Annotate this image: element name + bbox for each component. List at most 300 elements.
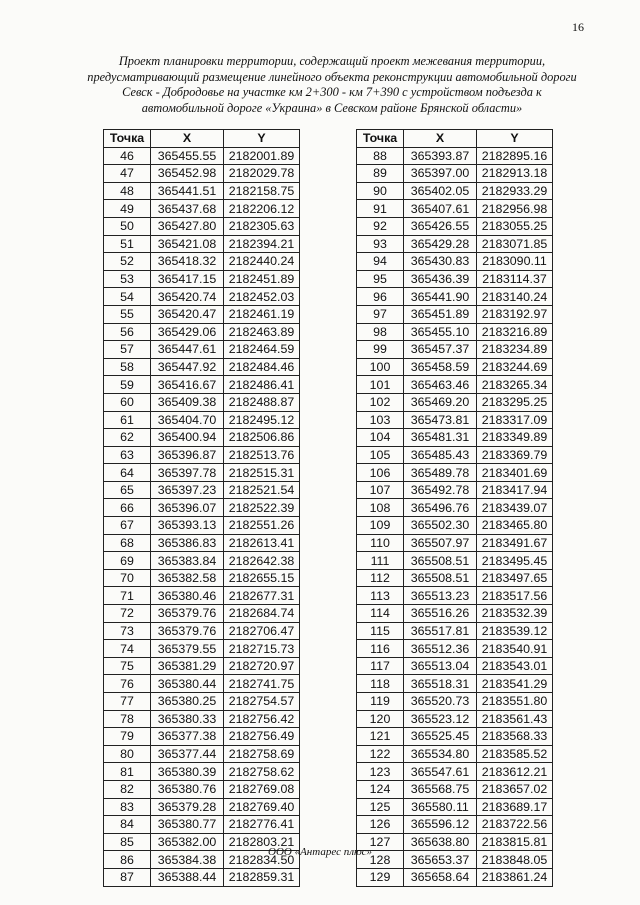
- cell-y: 2182776.41: [224, 816, 300, 834]
- cell-point: 107: [357, 481, 404, 499]
- table-row: [357, 693, 553, 711]
- cell-x: 365380.33: [151, 710, 224, 728]
- cell-point: 105: [357, 446, 404, 464]
- table-row: [104, 446, 300, 464]
- table-row: [357, 253, 553, 271]
- cell-y: 2182859.31: [224, 868, 300, 886]
- cell-y: 2183055.25: [477, 217, 553, 235]
- cell-x: 365429.06: [151, 323, 224, 341]
- cell-point: 71: [104, 587, 151, 605]
- cell-y: 2182305.63: [224, 217, 300, 235]
- table-row: [104, 745, 300, 763]
- cell-point: 61: [104, 411, 151, 429]
- table-row: [104, 552, 300, 570]
- column-header-y: Y: [224, 130, 300, 148]
- cell-y: 2182720.97: [224, 657, 300, 675]
- cell-y: 2182513.76: [224, 446, 300, 464]
- cell-point: 66: [104, 499, 151, 517]
- cell-x: 365463.46: [404, 376, 477, 394]
- cell-point: 75: [104, 657, 151, 675]
- table-row: [357, 464, 553, 482]
- cell-x: 365402.05: [404, 182, 477, 200]
- cell-y: 2182895.16: [477, 147, 553, 165]
- cell-y: 2182758.62: [224, 763, 300, 781]
- cell-y: 2183551.80: [477, 693, 553, 711]
- cell-y: 2182464.59: [224, 341, 300, 359]
- cell-point: 112: [357, 569, 404, 587]
- cell-point: 70: [104, 569, 151, 587]
- cell-y: 2182451.89: [224, 270, 300, 288]
- cell-point: 58: [104, 358, 151, 376]
- coordinates-table-left: [103, 129, 300, 887]
- cell-x: 365397.00: [404, 165, 477, 183]
- table-row: [357, 411, 553, 429]
- cell-x: 365452.98: [151, 165, 224, 183]
- table-row: [357, 587, 553, 605]
- cell-x: 365421.08: [151, 235, 224, 253]
- cell-point: 69: [104, 552, 151, 570]
- table-row: [104, 341, 300, 359]
- cell-point: 100: [357, 358, 404, 376]
- cell-x: 365397.23: [151, 481, 224, 499]
- table-header-row: [357, 130, 553, 148]
- cell-y: 2183401.69: [477, 464, 553, 482]
- cell-y: 2182756.42: [224, 710, 300, 728]
- table-row: [357, 657, 553, 675]
- cell-x: 365388.44: [151, 868, 224, 886]
- cell-x: 365523.12: [404, 710, 477, 728]
- table-row: [357, 517, 553, 535]
- cell-point: 126: [357, 816, 404, 834]
- cell-point: 96: [357, 288, 404, 306]
- cell-x: 365379.76: [151, 605, 224, 623]
- table-row: [104, 534, 300, 552]
- table-row: [104, 816, 300, 834]
- cell-y: 2183244.69: [477, 358, 553, 376]
- cell-x: 365380.77: [151, 816, 224, 834]
- cell-x: 365383.84: [151, 552, 224, 570]
- cell-y: 2183722.56: [477, 816, 553, 834]
- cell-point: 87: [104, 868, 151, 886]
- table-row: [357, 165, 553, 183]
- cell-x: 365457.37: [404, 341, 477, 359]
- cell-y: 2183192.97: [477, 305, 553, 323]
- table-row: [104, 165, 300, 183]
- cell-x: 365534.80: [404, 745, 477, 763]
- table-row: [357, 217, 553, 235]
- table-row: [357, 376, 553, 394]
- table-row: [104, 147, 300, 165]
- cell-point: 115: [357, 622, 404, 640]
- cell-point: 53: [104, 270, 151, 288]
- cell-x: 365473.81: [404, 411, 477, 429]
- table-row: [357, 710, 553, 728]
- cell-y: 2182756.49: [224, 728, 300, 746]
- cell-x: 365492.78: [404, 481, 477, 499]
- cell-point: 102: [357, 393, 404, 411]
- table-row: [357, 147, 553, 165]
- cell-y: 2183815.81: [477, 833, 553, 851]
- cell-y: 2182754.57: [224, 693, 300, 711]
- cell-x: 365420.74: [151, 288, 224, 306]
- cell-x: 365508.51: [404, 552, 477, 570]
- cell-point: 65: [104, 481, 151, 499]
- table-row: [104, 323, 300, 341]
- cell-x: 365382.00: [151, 833, 224, 851]
- table-row: [104, 253, 300, 271]
- cell-y: 2182684.74: [224, 605, 300, 623]
- cell-y: 2183295.25: [477, 393, 553, 411]
- cell-x: 365502.30: [404, 517, 477, 535]
- cell-point: 110: [357, 534, 404, 552]
- table-row: [104, 517, 300, 535]
- cell-y: 2183497.65: [477, 569, 553, 587]
- table-row: [104, 411, 300, 429]
- table-row: [357, 816, 553, 834]
- cell-y: 2182484.46: [224, 358, 300, 376]
- cell-x: 365658.64: [404, 868, 477, 886]
- cell-x: 365380.25: [151, 693, 224, 711]
- table-row: [104, 464, 300, 482]
- cell-y: 2183517.56: [477, 587, 553, 605]
- table-row: [104, 429, 300, 447]
- cell-x: 365420.47: [151, 305, 224, 323]
- cell-y: 2183541.29: [477, 675, 553, 693]
- cell-x: 365525.45: [404, 728, 477, 746]
- cell-y: 2182206.12: [224, 200, 300, 218]
- cell-y: 2182495.12: [224, 411, 300, 429]
- table-row: [357, 868, 553, 886]
- cell-y: 2182741.75: [224, 675, 300, 693]
- cell-x: 365437.68: [151, 200, 224, 218]
- cell-point: 50: [104, 217, 151, 235]
- table-row: [357, 622, 553, 640]
- cell-y: 2182521.54: [224, 481, 300, 499]
- cell-point: 117: [357, 657, 404, 675]
- cell-x: 365580.11: [404, 798, 477, 816]
- cell-y: 2183114.37: [477, 270, 553, 288]
- cell-x: 365596.12: [404, 816, 477, 834]
- footer-company: ООО «Антарес плюс»: [268, 846, 372, 858]
- cell-x: 365429.28: [404, 235, 477, 253]
- cell-y: 2183495.45: [477, 552, 553, 570]
- cell-point: 122: [357, 745, 404, 763]
- table-row: [104, 376, 300, 394]
- cell-y: 2182551.26: [224, 517, 300, 535]
- cell-x: 365441.51: [151, 182, 224, 200]
- cell-y: 2183071.85: [477, 235, 553, 253]
- table-row: [357, 763, 553, 781]
- cell-point: 92: [357, 217, 404, 235]
- cell-x: 365384.38: [151, 851, 224, 869]
- table-row: [357, 499, 553, 517]
- cell-y: 2183417.94: [477, 481, 553, 499]
- cell-y: 2182613.41: [224, 534, 300, 552]
- cell-y: 2182758.69: [224, 745, 300, 763]
- table-row: [104, 710, 300, 728]
- table-row: [104, 587, 300, 605]
- cell-x: 365485.43: [404, 446, 477, 464]
- cell-x: 365508.51: [404, 569, 477, 587]
- table-row: [104, 288, 300, 306]
- cell-x: 365380.46: [151, 587, 224, 605]
- table-header-row: [104, 130, 300, 148]
- page-number: 16: [572, 20, 584, 34]
- cell-x: 365418.32: [151, 253, 224, 271]
- cell-x: 365379.28: [151, 798, 224, 816]
- cell-y: 2182933.29: [477, 182, 553, 200]
- cell-y: 2183540.91: [477, 640, 553, 658]
- cell-point: 108: [357, 499, 404, 517]
- cell-y: 2182913.18: [477, 165, 553, 183]
- cell-x: 365520.73: [404, 693, 477, 711]
- cell-point: 55: [104, 305, 151, 323]
- cell-x: 365489.78: [404, 464, 477, 482]
- cell-x: 365451.89: [404, 305, 477, 323]
- cell-y: 2183140.24: [477, 288, 553, 306]
- table-row: [357, 305, 553, 323]
- table-row: [104, 393, 300, 411]
- column-header-point: Точка: [357, 130, 404, 148]
- table-row: [357, 745, 553, 763]
- cell-point: 67: [104, 517, 151, 535]
- cell-x: 365377.38: [151, 728, 224, 746]
- cell-y: 2183532.39: [477, 605, 553, 623]
- cell-y: 2183317.09: [477, 411, 553, 429]
- table-row: [104, 481, 300, 499]
- cell-y: 2183349.89: [477, 429, 553, 447]
- cell-y: 2182769.40: [224, 798, 300, 816]
- cell-point: 127: [357, 833, 404, 851]
- cell-point: 74: [104, 640, 151, 658]
- cell-y: 2183265.34: [477, 376, 553, 394]
- cell-x: 365638.80: [404, 833, 477, 851]
- table-row: [104, 657, 300, 675]
- cell-x: 365379.55: [151, 640, 224, 658]
- cell-x: 365469.20: [404, 393, 477, 411]
- table-row: [357, 481, 553, 499]
- cell-y: 2182452.03: [224, 288, 300, 306]
- cell-y: 2182642.38: [224, 552, 300, 570]
- cell-point: 93: [357, 235, 404, 253]
- coordinates-table-right: [356, 129, 553, 887]
- table-row: [357, 200, 553, 218]
- cell-point: 54: [104, 288, 151, 306]
- cell-x: 365496.76: [404, 499, 477, 517]
- table-row: [104, 640, 300, 658]
- cell-point: 46: [104, 147, 151, 165]
- cell-point: 89: [357, 165, 404, 183]
- cell-point: 111: [357, 552, 404, 570]
- cell-x: 365513.04: [404, 657, 477, 675]
- cell-x: 365380.76: [151, 780, 224, 798]
- table-row: [104, 780, 300, 798]
- table-row: [104, 693, 300, 711]
- cell-y: 2182803.21: [224, 833, 300, 851]
- cell-y: 2182486.41: [224, 376, 300, 394]
- table-row: [357, 358, 553, 376]
- cell-x: 365547.61: [404, 763, 477, 781]
- cell-x: 365382.58: [151, 569, 224, 587]
- cell-x: 365380.44: [151, 675, 224, 693]
- cell-point: 114: [357, 605, 404, 623]
- cell-point: 113: [357, 587, 404, 605]
- cell-y: 2183439.07: [477, 499, 553, 517]
- cell-point: 121: [357, 728, 404, 746]
- cell-point: 103: [357, 411, 404, 429]
- cell-point: 129: [357, 868, 404, 886]
- cell-y: 2183216.89: [477, 323, 553, 341]
- table-row: [104, 217, 300, 235]
- cell-point: 124: [357, 780, 404, 798]
- cell-point: 116: [357, 640, 404, 658]
- cell-x: 365393.13: [151, 517, 224, 535]
- table-row: [357, 605, 553, 623]
- cell-point: 91: [357, 200, 404, 218]
- document-title: Проект планировки территории, содержащий проект межевания территории, предусматривающий размещение линейного объекта реконструкции автомобильной дороги Севск - Добродовье на участке км 2+300 - км 7+390 с устройством подъезда к автомобильной дороге «Украина» в Севском районе Брянской области»: [87, 54, 577, 115]
- cell-y: 2182956.98: [477, 200, 553, 218]
- cell-point: 81: [104, 763, 151, 781]
- cell-x: 365379.76: [151, 622, 224, 640]
- cell-point: 85: [104, 833, 151, 851]
- cell-y: 2183491.67: [477, 534, 553, 552]
- cell-x: 365386.83: [151, 534, 224, 552]
- cell-point: 94: [357, 253, 404, 271]
- cell-x: 365653.37: [404, 851, 477, 869]
- cell-point: 106: [357, 464, 404, 482]
- cell-point: 120: [357, 710, 404, 728]
- column-header-x: X: [151, 130, 224, 148]
- cell-point: 82: [104, 780, 151, 798]
- table-row: [357, 798, 553, 816]
- cell-y: 2182029.78: [224, 165, 300, 183]
- cell-point: 52: [104, 253, 151, 271]
- cell-y: 2182769.08: [224, 780, 300, 798]
- cell-y: 2183465.80: [477, 517, 553, 535]
- cell-y: 2182515.31: [224, 464, 300, 482]
- cell-y: 2182461.19: [224, 305, 300, 323]
- table-row: [104, 675, 300, 693]
- cell-point: 125: [357, 798, 404, 816]
- cell-point: 63: [104, 446, 151, 464]
- table-row: [104, 605, 300, 623]
- cell-point: 101: [357, 376, 404, 394]
- cell-point: 90: [357, 182, 404, 200]
- cell-y: 2183689.17: [477, 798, 553, 816]
- cell-x: 365455.55: [151, 147, 224, 165]
- cell-point: 68: [104, 534, 151, 552]
- cell-point: 56: [104, 323, 151, 341]
- cell-point: 109: [357, 517, 404, 535]
- table-row: [104, 358, 300, 376]
- cell-point: 119: [357, 693, 404, 711]
- table-row: [357, 235, 553, 253]
- cell-x: 365512.36: [404, 640, 477, 658]
- cell-point: 104: [357, 429, 404, 447]
- cell-y: 2182655.15: [224, 569, 300, 587]
- cell-x: 365407.61: [404, 200, 477, 218]
- cell-y: 2182488.87: [224, 393, 300, 411]
- cell-y: 2183585.52: [477, 745, 553, 763]
- cell-x: 365518.31: [404, 675, 477, 693]
- cell-point: 72: [104, 605, 151, 623]
- cell-point: 60: [104, 393, 151, 411]
- cell-point: 48: [104, 182, 151, 200]
- table-row: [357, 341, 553, 359]
- cell-point: 77: [104, 693, 151, 711]
- cell-x: 365416.67: [151, 376, 224, 394]
- table-row: [104, 235, 300, 253]
- cell-y: 2183657.02: [477, 780, 553, 798]
- cell-point: 95: [357, 270, 404, 288]
- cell-x: 365481.31: [404, 429, 477, 447]
- cell-point: 78: [104, 710, 151, 728]
- table-row: [104, 182, 300, 200]
- cell-point: 80: [104, 745, 151, 763]
- column-header-point: Точка: [104, 130, 151, 148]
- table-row: [357, 534, 553, 552]
- cell-y: 2182522.39: [224, 499, 300, 517]
- cell-y: 2183543.01: [477, 657, 553, 675]
- cell-y: 2182463.89: [224, 323, 300, 341]
- table-row: [357, 288, 553, 306]
- cell-point: 73: [104, 622, 151, 640]
- cell-x: 365430.83: [404, 253, 477, 271]
- cell-x: 365381.29: [151, 657, 224, 675]
- table-row: [357, 270, 553, 288]
- cell-point: 49: [104, 200, 151, 218]
- table-row: [357, 569, 553, 587]
- cell-x: 365507.97: [404, 534, 477, 552]
- cell-y: 2183539.12: [477, 622, 553, 640]
- cell-x: 365513.23: [404, 587, 477, 605]
- table-row: [104, 499, 300, 517]
- cell-x: 365441.90: [404, 288, 477, 306]
- table-row: [357, 552, 553, 570]
- cell-y: 2182001.89: [224, 147, 300, 165]
- table-row: [357, 728, 553, 746]
- cell-x: 365396.87: [151, 446, 224, 464]
- column-header-y: Y: [477, 130, 553, 148]
- cell-point: 99: [357, 341, 404, 359]
- cell-point: 88: [357, 147, 404, 165]
- cell-x: 365455.10: [404, 323, 477, 341]
- table-row: [104, 305, 300, 323]
- cell-point: 118: [357, 675, 404, 693]
- cell-point: 97: [357, 305, 404, 323]
- cell-point: 57: [104, 341, 151, 359]
- table-row: [357, 446, 553, 464]
- table-row: [357, 182, 553, 200]
- cell-y: 2183369.79: [477, 446, 553, 464]
- cell-x: 365426.55: [404, 217, 477, 235]
- cell-y: 2182677.31: [224, 587, 300, 605]
- cell-y: 2183568.33: [477, 728, 553, 746]
- cell-x: 365393.87: [404, 147, 477, 165]
- cell-point: 86: [104, 851, 151, 869]
- cell-point: 83: [104, 798, 151, 816]
- table-row: [104, 270, 300, 288]
- cell-y: 2183561.43: [477, 710, 553, 728]
- cell-point: 51: [104, 235, 151, 253]
- cell-point: 79: [104, 728, 151, 746]
- cell-x: 365404.70: [151, 411, 224, 429]
- cell-y: 2182706.47: [224, 622, 300, 640]
- cell-x: 365427.80: [151, 217, 224, 235]
- cell-x: 365417.15: [151, 270, 224, 288]
- cell-x: 365517.81: [404, 622, 477, 640]
- cell-x: 365458.59: [404, 358, 477, 376]
